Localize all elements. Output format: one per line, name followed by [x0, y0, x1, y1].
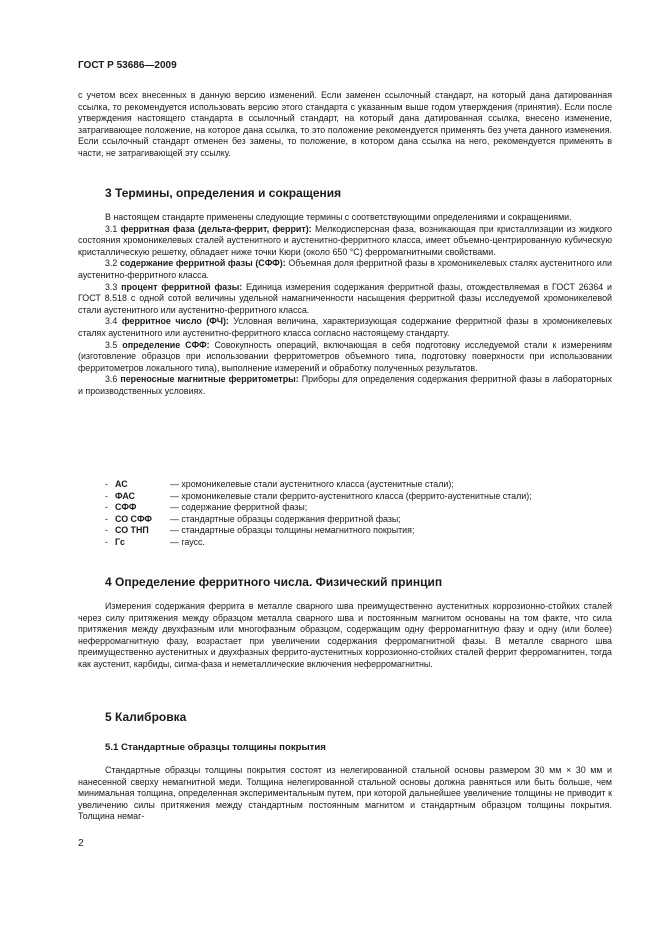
section-5-body: Стандартные образцы толщины покрытия состоят из нелегированной стальной основы размером 30 мм × 30 мм и нанесенной сверху немагнитной меди. Толщина нелегированной стальной основы должна равняться или быть больше, чем минимальная толщина, определенная экспериментальным путем, при которой дальнейшее увеличение толщины не приводит к увеличению силы притяжения между стандартным постоянным магнитом и стандартным образцом толщины покрытия. Толщина немаг- — [78, 765, 612, 822]
abbreviation-row: - СФФ — содержание ферритной фазы; — [105, 502, 308, 513]
section-5-1-heading: 5.1 Стандартные образцы толщины покрытия — [105, 742, 326, 753]
term-3-5: 3.5 определение СФФ: Совокупность операций, включающая в себя подготовку исследуемой стали к измерениям (изготовление образцов при использовании ферритометров объемного типа, подготовку поверхности при использовании ферритометров локального типа), выполнение измерений и обработку полученных результатов. — [78, 339, 613, 373]
document-header: ГОСТ Р 53686—2009 — [78, 60, 177, 71]
term-3-1: 3.1 ферритная фаза (дельта-феррит, феррит): Мелкодисперсная фаза, возникающая при кристаллизации из жидкого состояния хромоникелевых сталей аустенитного и аустенитно-ферритного класса, имеет объемно-центрированную кубическую кристаллическую решетку, обладает ниже точки Кюри (около 650 °С) ферромагнитными свойствами. — [78, 223, 613, 257]
abbreviation-list — [105, 479, 615, 549]
term-3-3: 3.3 процент ферритной фазы: Единица измерения содержания ферритной фазы, отождествляемая в ГОСТ 26364 и ГОСТ 8.518 с одной сотой величины удельной намагниченности насыщения ферритной фазы исследуемой хромоникелевой стали аустенитного или аустенитно-ферритного класса. — [78, 281, 612, 315]
abbreviation-row: - Гс — гаусс. — [105, 536, 205, 547]
intro-paragraph: с учетом всех внесенных в данную версию изменений. Если заменен ссылочный стандарт, на который дана датированная ссылка, то рекомендуется использовать версию этого стандарта с указанным выше годом утверждения (принятия). Если после утверждения настоящего стандарта в ссылочный стандарт, на который дана датированная ссылка, внесено изменение, затрагивающее положение, на которое дана ссылка, то это положение рекомендуется применять без учета данного изменения. Если ссылочный стандарт отменен без замены, то положение, в котором дана ссылка на него, рекомендуется применять в части, не затрагивающей эту ссылку. — [78, 90, 612, 158]
section-3-body — [78, 212, 612, 398]
abbreviation-row: - СО ТНП — стандартные образцы толщины немагнитного покрытия; — [105, 525, 415, 536]
page-number: 2 — [78, 838, 84, 849]
section-4-body: Измерения содержания феррита в металле сварного шва преимущественно аустенитных коррозионно-стойких сталей через силу притяжения между образцом металла сварного шва и постоянным магнитом основаны на том факте, что сила притяжения между двухфазным или многофазным образцом, содержащим одну ферромагнитную фазу и одну (или более) неферромагнитную фазу, возрастает при увеличении содержания ферромагнитной фазы. В металле сварного шва преимущественно аустенитных и двухфазных феррито-аустенитных коррозионно-стойких сталей феррит ферромагнитен, тогда как аустенит, карбиды, сигма-фаза и неметаллические включения неферромагнитны. — [78, 601, 612, 669]
term-3-4: 3.4 ферритное число (ФЧ): Условная величина, характеризующая содержание ферритной фазы в хромоникелевых сталях аустенитного или аустенитно-ферритного класса согласно настоящему стандарту. — [78, 316, 612, 338]
section-3-heading: 3 Термины, определения и сокращения — [105, 186, 342, 200]
section-5-heading: 5 Калибровка — [105, 710, 187, 724]
section-3-intro: В настоящем стандарте применены следующие термины с соответствующими определениями и сокращениями. — [105, 212, 572, 222]
abbreviation-row: - ФАС — хромоникелевые стали феррито-аустенитного класса (феррито-аустенитные стали); — [105, 490, 532, 501]
abbreviation-row: - СО СФФ — стандартные образцы содержания ферритной фазы; — [105, 513, 401, 524]
section-4-heading: 4 Определение ферритного числа. Физический принцип — [105, 575, 443, 589]
abbreviation-row: - АС — хромоникелевые стали аустенитного класса (аустенитные стали); — [105, 479, 454, 489]
term-3-6: 3.6 переносные магнитные ферритометры: Приборы для определения содержания ферритной фазы в лабораторных и производственных условиях. — [78, 374, 612, 396]
term-3-2: 3.2 содержание ферритной фазы (СФФ): Объемная доля ферритной фазы в хромоникелевых сталях аустенитного или аустенитно-ферритного класса. — [78, 258, 613, 280]
